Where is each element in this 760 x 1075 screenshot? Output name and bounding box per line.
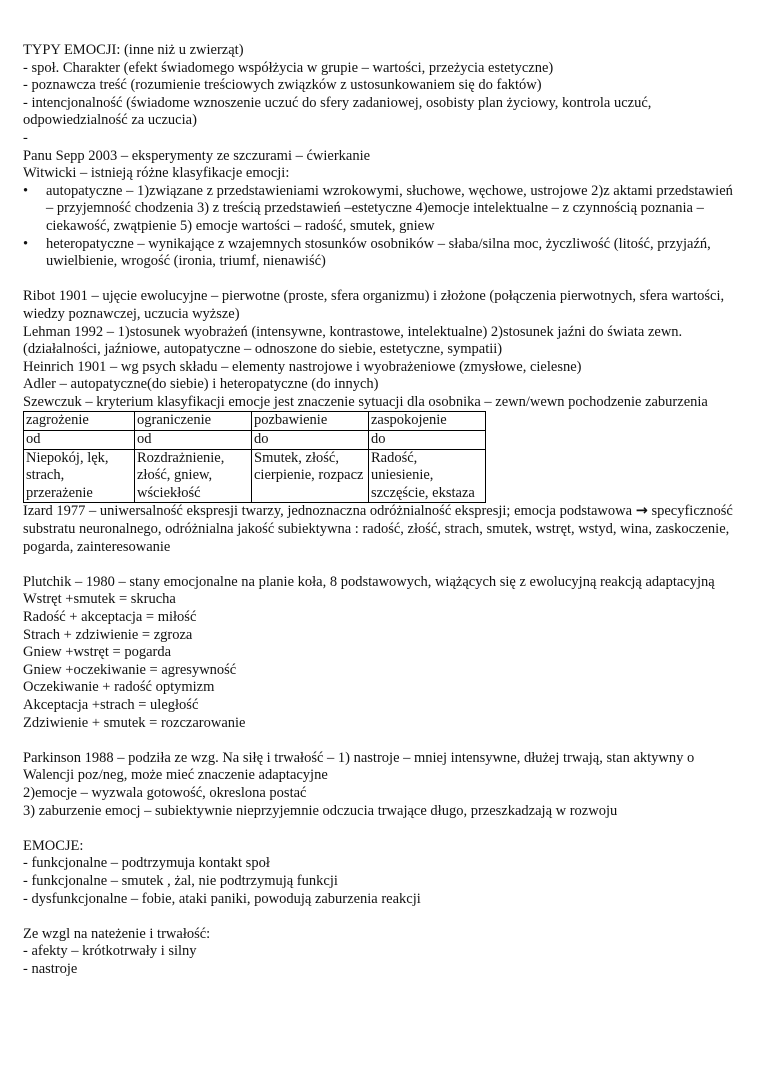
- emocje-section: [23, 838, 743, 908]
- list-item: - poznawcza treść (rozumienie treściowych związków z ustosunkowaniem się do faktów): [23, 77, 542, 94]
- bullet-icon: •: [23, 182, 29, 199]
- spacer: [23, 908, 743, 926]
- list-item: Wstręt +smutek = skrucha: [23, 591, 176, 608]
- table-row: [24, 412, 486, 431]
- paragraph: Plutchik – 1980 – stany emocjonalne na planie koła, 8 podstawowych, wiążących się z ewolucyjną reakcją adaptacyjną: [23, 573, 715, 590]
- bullet-list: [23, 183, 743, 271]
- paragraph: Adler – autopatyczne(do siebie) i heteropatyczne (do innych): [23, 376, 379, 393]
- list-item: - nastroje: [23, 960, 78, 977]
- paragraph: Panu Sepp 2003 – eksperymenty ze szczurami – ćwierkanie: [23, 147, 371, 164]
- table-header-cell: zaspokojenie: [369, 412, 486, 431]
- table-header-cell: zagrożenie: [24, 412, 135, 431]
- list-item: -: [23, 129, 28, 146]
- list-item: Akceptacja +strach = uległość: [23, 696, 199, 713]
- plutchik-section: [23, 574, 743, 732]
- bullet-item: [23, 183, 743, 236]
- paragraph: Szewczuk – kryterium klasyfikacji emocje jest znaczenie sytuacji dla osobnika – zewn/wewn pochodzenie zaburzenia: [23, 393, 708, 410]
- list-item: - funkcjonalne – podtrzymuja kontakt społ: [23, 855, 270, 872]
- table-header-cell: ograniczenie: [135, 412, 252, 431]
- section-heading: EMOCJE:: [23, 837, 84, 854]
- spacer: [23, 271, 743, 289]
- bullet-text: heteropatyczne – wynikające z wzajemnych stosunków osobników – słaba/silna moc, życzliwość (litość, przyjaźń, uwielbienie, wrogość (ironia, triumf, nienawiść): [46, 235, 711, 270]
- list-item: - społ. Charakter (efekt świadomego współżycia w grupie – wartości, przeżycia estetyczne): [23, 59, 554, 76]
- list-item: Gniew +oczekiwanie = agresywność: [23, 661, 237, 678]
- spacer: [23, 732, 743, 750]
- table-cell: od: [135, 431, 252, 450]
- list-item: - intencjonalność (świadome wznoszenie uczuć do sfery zadaniowej, osobisty plan życiowy, kontrola uczuć, odpowiedzialność za uczucia): [23, 94, 652, 129]
- table-row: [24, 431, 486, 450]
- emotion-table: [23, 411, 486, 503]
- heading-types: TYPY EMOCJI: (inne niż u zwierząt): [23, 42, 244, 58]
- table-cell: Rozdrażnienie, złość, gniew, wściekłość: [135, 449, 252, 503]
- table-cell: od: [24, 431, 135, 450]
- table-cell: Radość, uniesienie, szczęście, ekstaza: [369, 449, 486, 503]
- table-cell: do: [369, 431, 486, 450]
- theories-section: [23, 288, 743, 411]
- arrow-right-icon: →: [635, 503, 648, 520]
- table-header-cell: pozbawienie: [252, 412, 369, 431]
- list-item: - afekty – krótkotrwały i silny: [23, 943, 197, 960]
- intensity-section: [23, 926, 743, 979]
- spacer: [23, 820, 743, 838]
- list-item: Radość + akceptacja = miłość: [23, 609, 197, 625]
- table-cell: Niepokój, lęk, strach, przerażenie: [24, 449, 135, 503]
- paragraph: Heinrich 1901 – wg psych składu – elementy nastrojowe i wyobrażeniowe (zmysłowe, cielesne): [23, 358, 582, 375]
- section-heading: Ze wzgl na nateżenie i trwałość:: [23, 925, 211, 942]
- intro-section: [23, 42, 743, 183]
- paragraph: Witwicki – istnieją różne klasyfikacje emocji:: [23, 165, 290, 182]
- bullet-item: [23, 236, 743, 271]
- table-cell: do: [252, 431, 369, 450]
- paragraph: Ribot 1901 – ujęcie ewolucyjne – pierwotne (proste, sfera organizmu) i złożone (połączenia pierwotnych, sfera wartości, wiedzy poznawczej, uczucia wyższe): [23, 288, 725, 322]
- list-item: Gniew +wstręt = pogarda: [23, 644, 172, 661]
- paragraph: Parkinson 1988 – podziła ze wzg. Na siłę i trwałość – 1) nastroje – mniej intensywne, dłużej trwają, stan aktywny o Walencji poz/neg, może mieć znaczenie adaptacyjne: [23, 749, 695, 784]
- spacer: [23, 556, 743, 574]
- izard-text: Izard 1977 – uniwersalność ekspresji twarzy, jednoznaczna odróżnialność ekspresji; emocja podstawowa: [23, 503, 633, 520]
- document-page: [23, 42, 743, 978]
- table-row: [24, 449, 486, 503]
- list-item: 2)emocje – wyzwala gotowość, okreslona postać: [23, 784, 307, 801]
- parkinson-section: [23, 750, 743, 820]
- izard-rest: specyficzność substratu neuronalnego, odróżnialna jakość subiektywna : radość, złość, strach, smutek, wstręt, wstyd, wina, zaskoczenie, pogarda, zainteresowanie: [23, 503, 733, 555]
- bullet-text: autopatyczne – 1)związane z przedstawieniami wzrokowymi, słuchowe, węchowe, ustrojowe 2)z aktami przedstawień – przyjemność chodzenia 3) z treścią przedstawień –estetyczne 4)emocje intelektualne – z czynnością poznania – ciekawość, zwątpienie 5) emocje wartości – radość, smutek, gniew: [46, 182, 733, 234]
- list-item: - funkcjonalne – smutek , żal, nie podtrzymują funkcji: [23, 872, 338, 889]
- list-item: Zdziwienie + smutek = rozczarowanie: [23, 714, 246, 731]
- paragraph: Lehman 1992 – 1)stosunek wyobrażeń (intensywne, kontrastowe, intelektualne) 2)stosunek jaźni do świata zewn. (działalności, jaźniowe, autopatyczne – odnoszone do siebie, estetyczne, sympatii): [23, 323, 683, 358]
- list-item: Oczekiwanie + radość optymizm: [23, 679, 215, 696]
- bullet-icon: •: [23, 235, 29, 252]
- list-item: - dysfunkcjonalne – fobie, ataki paniki, powodują zaburzenia reakcji: [23, 890, 421, 907]
- list-item: 3) zaburzenie emocj – subiektywnie nieprzyjemnie odczucia trwające długo, przeszkadzają w rozwoju: [23, 802, 618, 819]
- table-cell: Smutek, złość, cierpienie, rozpacz: [252, 449, 369, 503]
- list-item: Strach + zdziwienie = zgroza: [23, 626, 193, 643]
- izard-paragraph: [23, 503, 743, 556]
